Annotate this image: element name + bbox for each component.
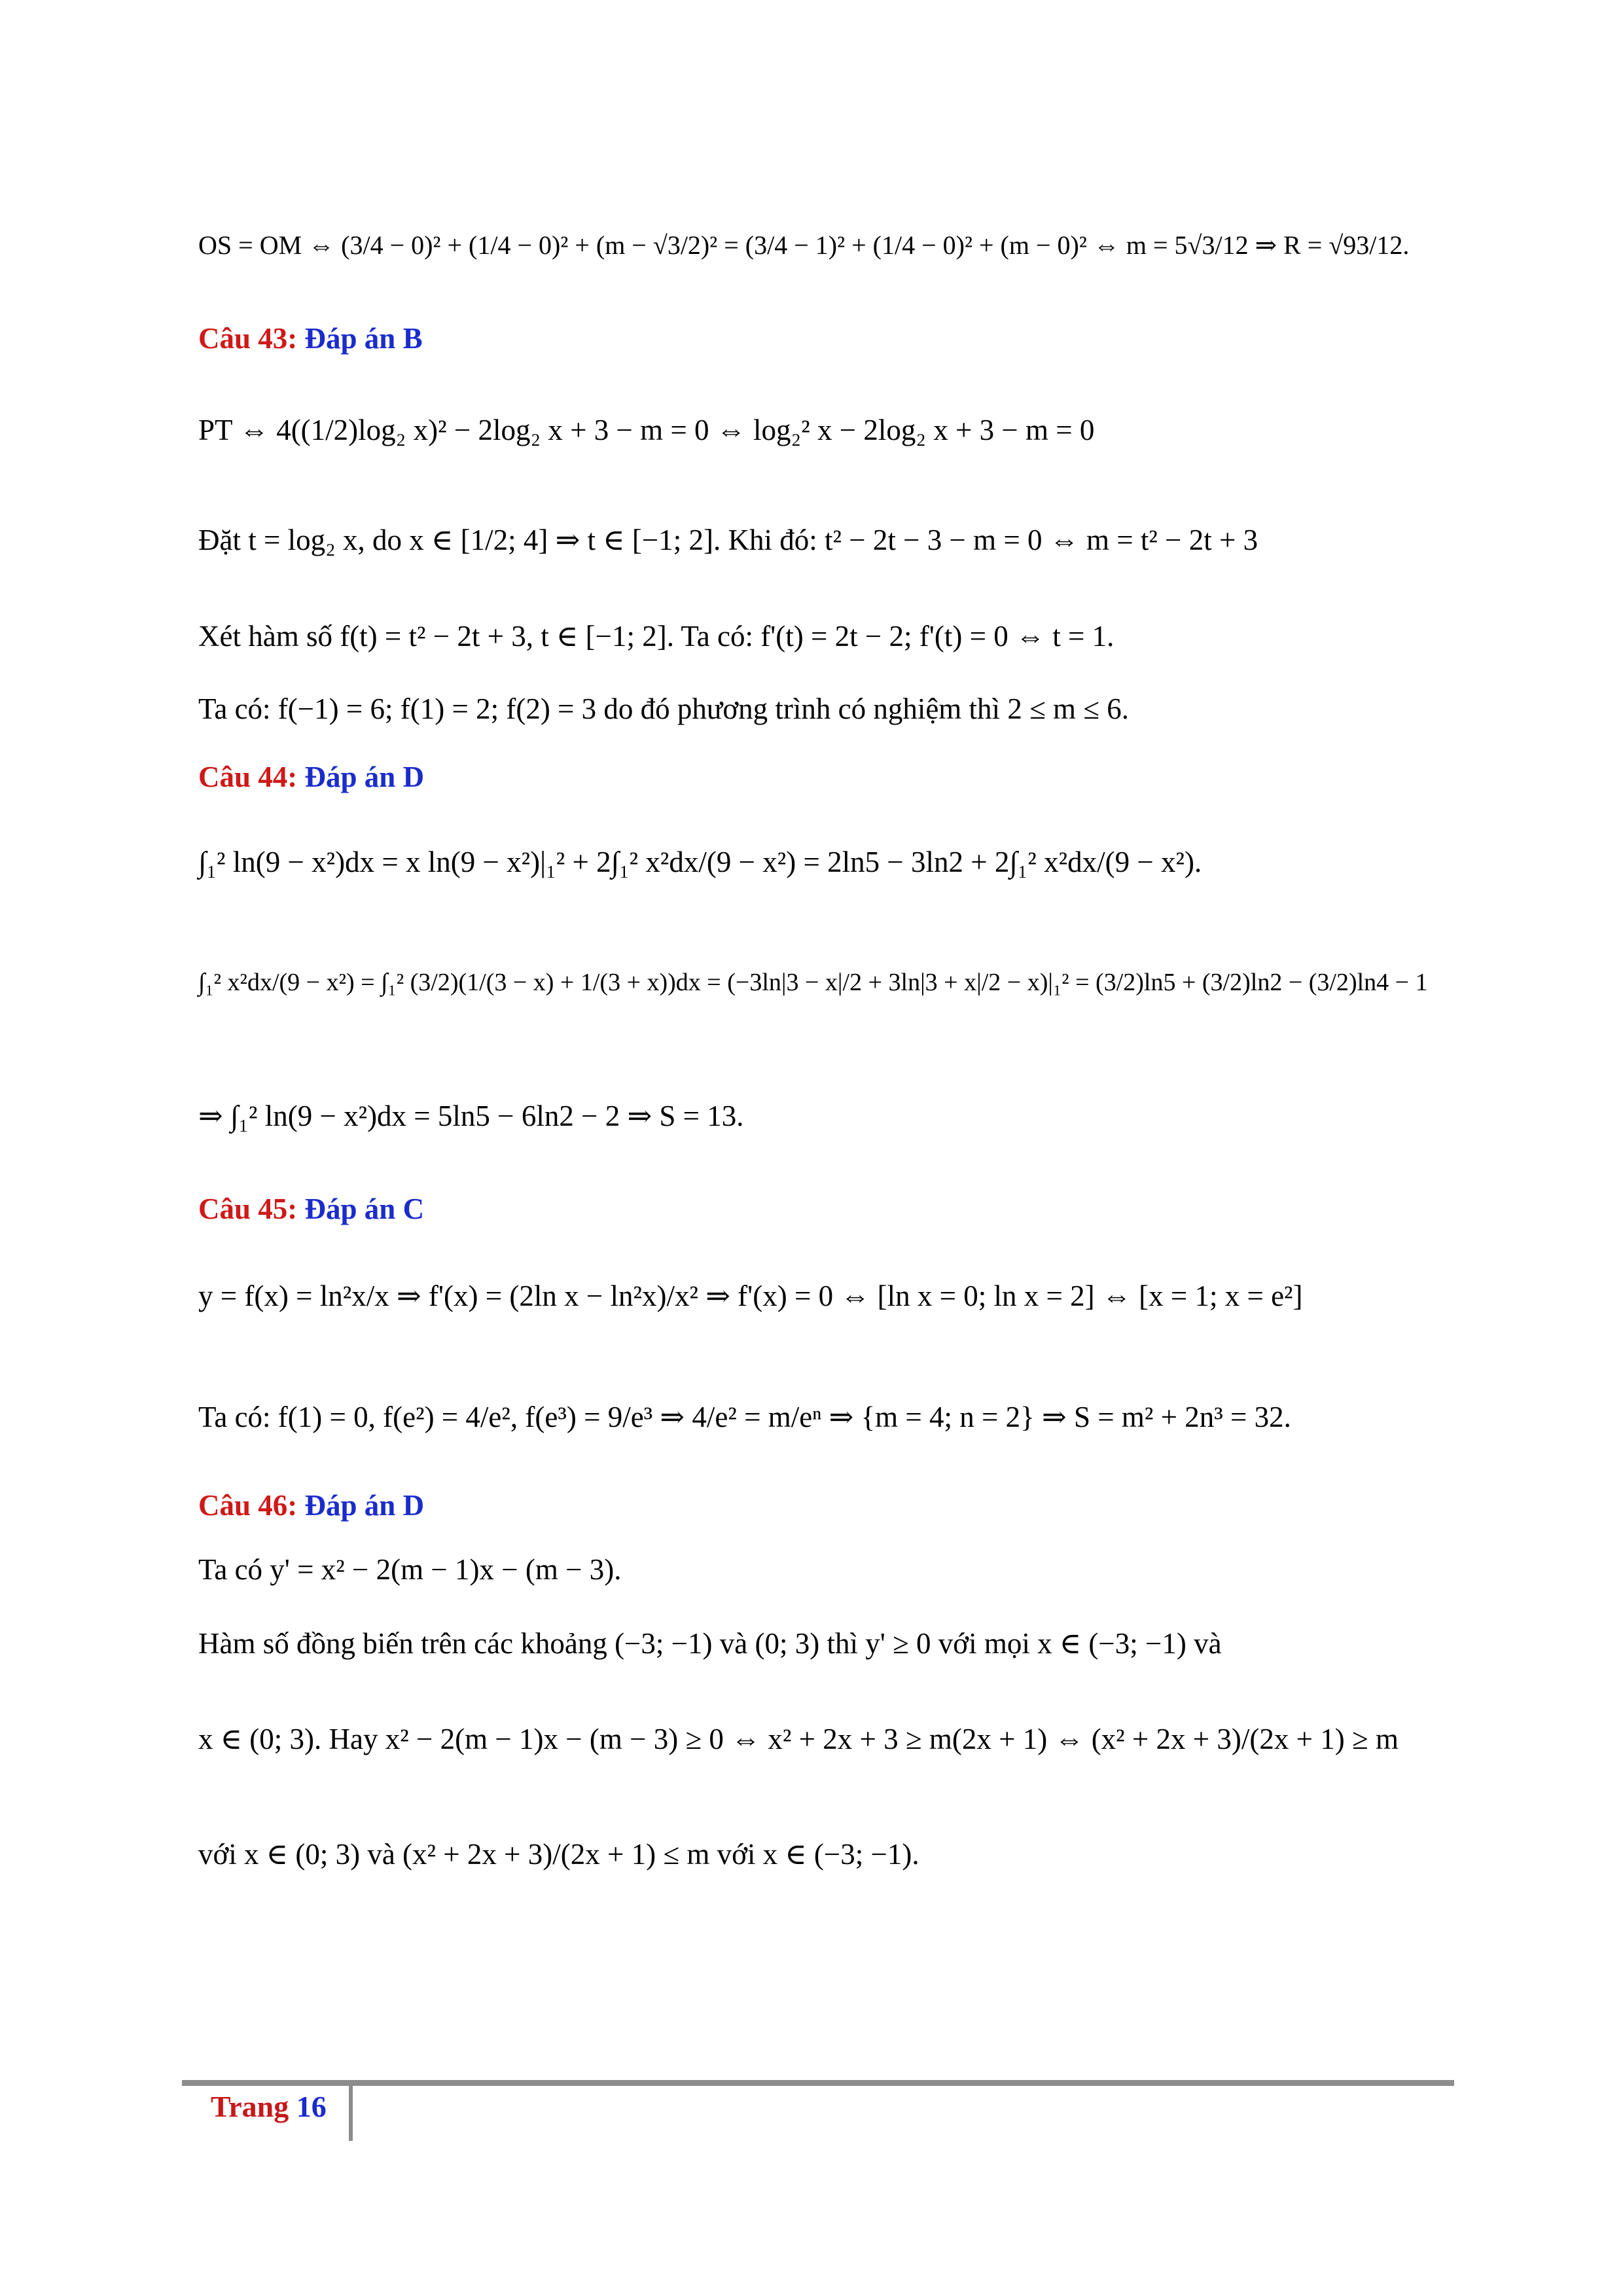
- question-heading-46: [198, 1489, 1433, 1523]
- question-label: Câu 45:: [198, 1193, 298, 1225]
- answer-label: Đáp án C: [304, 1193, 425, 1225]
- equation-line-pt: PT ⇔ 4((1/2)log₂ x)² − 2log₂ x + 3 − m = 0 ⇔ log₂² x − 2log₂ x + 3 − m = 0: [198, 414, 1095, 446]
- answer-label: Đáp án D: [304, 1489, 425, 1522]
- question-heading-43: [198, 322, 1433, 356]
- footer-divider: [349, 2086, 353, 2141]
- text-line-ta-co-values: Ta có: f(−1) = 6; f(1) = 2; f(2) = 3 do đó phương trình có nghiệm thì 2 ≤ m ≤ 6.: [198, 692, 1129, 725]
- text-line-y-prime: Ta có y' = x² − 2(m − 1)x − (m − 3).: [198, 1553, 622, 1586]
- equation-line-integral-result: ⇒ ∫₁² ln(9 − x²)dx = 5ln5 − 6ln2 − 2 ⇒ S = 13.: [198, 1100, 744, 1132]
- equation-line-values-s: Ta có: f(1) = 0, f(e²) = 4/e², f(e³) = 9/e³ ⇒ 4/e² = m/eⁿ ⇒ {m = 4; n = 2} ⇒ S = m² + 2n³ = 32.: [198, 1401, 1291, 1433]
- question-label: Câu 44:: [198, 761, 298, 793]
- page-number: 16: [296, 2090, 327, 2123]
- equation-line-integral-2: ∫₁² x²dx/(9 − x²) = ∫₁² (3/2)(1/(3 − x) + 1/(3 + x))dx = (−3ln|3 − x|/2 + 3ln|3 + x|/2 − x)|₁² = (3/2)ln5 + (3/2)ln2 − (3/2)ln4 − 1: [198, 969, 1428, 996]
- equation-line-integral-1: ∫₁² ln(9 − x²)dx = x ln(9 − x²)|₁² + 2∫₁² x²dx/(9 − x²) = 2ln5 − 3ln2 + 2∫₁² x²dx/(9 − x²).: [198, 846, 1202, 878]
- text-line-voi-x: với x ∈ (0; 3) và (x² + 2x + 3)/(2x + 1) ≤ m với x ∈ (−3; −1).: [198, 1838, 919, 1871]
- text-line-xet-ham-so: Xét hàm số f(t) = t² − 2t + 3, t ∈ [−1; 2]. Ta có: f'(t) = 2t − 2; f'(t) = 0 ⇔ t = 1.: [198, 620, 1115, 653]
- equation-line-derivative: y = f(x) = ln²x/x ⇒ f'(x) = (2ln x − ln²x)/x² ⇒ f'(x) = 0 ⇔ [ln x = 0; ln x = 2] ⇔ [x = 1; x = e²]: [198, 1280, 1303, 1312]
- page-label: Trang: [211, 2090, 289, 2123]
- question-heading-44: [198, 761, 1433, 795]
- question-heading-45: [198, 1193, 1433, 1227]
- text-line-dat-t: Đặt t = log₂ x, do x ∈ [1/2; 4] ⇒ t ∈ [−1; 2]. Khi đó: t² − 2t − 3 − m = 0 ⇔ m = t² − 2t + 3: [198, 524, 1258, 556]
- text-line-dong-bien: Hàm số đồng biến trên các khoảng (−3; −1) và (0; 3) thì y' ≥ 0 với mọi x ∈ (−3; −1) và: [198, 1627, 1222, 1660]
- page-footer: [211, 2089, 327, 2124]
- question-label: Câu 43:: [198, 322, 298, 355]
- answer-label: Đáp án D: [304, 761, 425, 793]
- footer-rule: [182, 2080, 1454, 2086]
- question-label: Câu 46:: [198, 1489, 298, 1522]
- equation-line-os-om: OS = OM ⇔ (3/4 − 0)² + (1/4 − 0)² + (m − √3/2)² = (3/4 − 1)² + (1/4 − 0)² + (m − 0)² ⇔ m = 5√3/12 ⇒ R = √93/12.: [198, 230, 1410, 260]
- answer-label: Đáp án B: [304, 322, 423, 355]
- text-line-hay: x ∈ (0; 3). Hay x² − 2(m − 1)x − (m − 3) ≥ 0 ⇔ x² + 2x + 3 ≥ m(2x + 1) ⇔ (x² + 2x + 3)/(2x + 1) ≥ m: [198, 1723, 1399, 1755]
